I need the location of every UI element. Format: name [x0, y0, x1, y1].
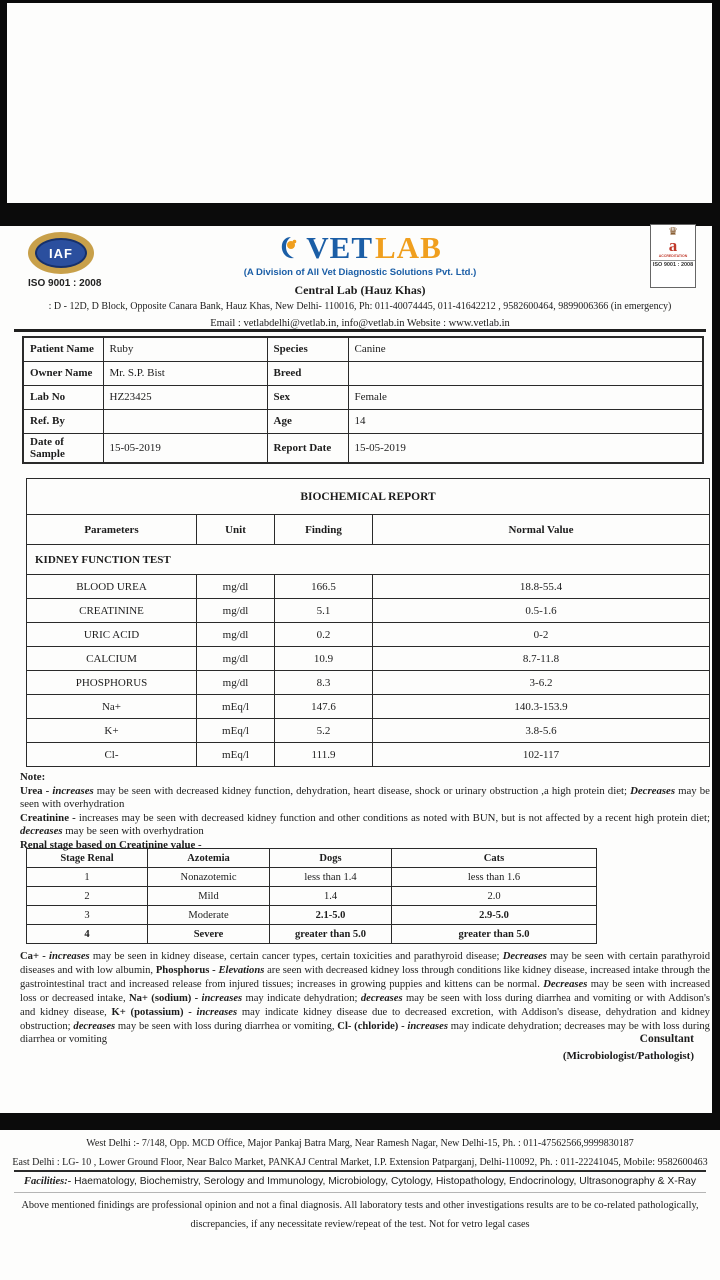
- renal-stage-table: [26, 848, 597, 944]
- unit-cell: mEq/l: [197, 743, 275, 767]
- electrolytes-note: Ca+ - increases may be seen in kidney disease, certain cancer types, certain toxicities and parathyroid disease; Decreases may be seen with certain parathyroid diseases and with low albumin, Phosphorus - Elevations are seen with decreased kidney loss through conditions like kidney disease, increased intake through the gastrointestinal tract and increased release from injured tissues; increases in growing puppies and kittens can be normal. Decreases may be seen with increased loss or decreased intake, Na+ (sodium) - increases may indicate dehydration; decreases may be seen with loss during diarrhea and vomiting or with Addison's and kidney disease, K+ (potassium) - increases may indicate kidney disease due to decreased excretion, with Addison's disease, dehydration and kidney obstruction; decreases may be seen with loss during diarrhea or vomiting, Cl- (chloride) - increases may indicate dehydration; decreases may be with loss during diarrhea or vomiting: [20, 951, 711, 1046]
- logo-text-vet: VET: [306, 230, 373, 265]
- header-divider: [14, 329, 706, 332]
- unit-cell: mg/dl: [197, 623, 275, 647]
- notes-section: [20, 771, 710, 853]
- col-header-parameters: Parameters: [27, 515, 197, 545]
- footer-facilities: [0, 1176, 720, 1187]
- lab-no-value: HZ23425: [103, 385, 267, 409]
- table-row: [27, 599, 710, 623]
- cats-cell: less than 1.6: [392, 868, 597, 887]
- crown-icon: ♛: [668, 226, 678, 238]
- report-title-row: [27, 479, 710, 515]
- param-cell: K+: [27, 719, 197, 743]
- iso-right-label: ISO 9001 : 2008: [652, 262, 694, 268]
- facilities-text: Haematology, Biochemistry, Serology and Immunology, Microbiology, Cytology, Histopathology, Endocrinology, Ultrasonography & X-Ray: [71, 1176, 697, 1187]
- param-cell: CALCIUM: [27, 647, 197, 671]
- logo-text-lab: LAB: [375, 230, 442, 265]
- iaf-logo-ring: [28, 232, 94, 274]
- unit-cell: mEq/l: [197, 695, 275, 719]
- table-row: [27, 575, 710, 599]
- owner-name-label: Owner Name: [23, 361, 103, 385]
- species-value: Canine: [348, 337, 703, 361]
- table-row: [23, 409, 703, 433]
- azotemia-cell: Severe: [148, 925, 270, 944]
- dogs-cell: 1.4: [270, 887, 392, 906]
- cats-cell: greater than 5.0: [392, 925, 597, 944]
- table-row: [27, 695, 710, 719]
- param-cell: PHOSPHORUS: [27, 671, 197, 695]
- azotemia-cell: Mild: [148, 887, 270, 906]
- table-row: [23, 337, 703, 361]
- consultant-role: (Microbiologist/Pathologist): [562, 1050, 694, 1062]
- note-label: Note:: [20, 771, 46, 783]
- finding-cell: 166.5: [275, 575, 373, 599]
- normal-cell: 3.8-5.6: [373, 719, 710, 743]
- azotemia-cell: Nonazotemic: [148, 868, 270, 887]
- renal-heading: Renal stage based on Creatinine value -: [20, 838, 202, 851]
- unit-cell: mg/dl: [197, 671, 275, 695]
- central-lab-title: Central Lab (Hauz Khas): [294, 283, 426, 297]
- col-header-finding: Finding: [275, 515, 373, 545]
- accreditation-letter: a: [668, 236, 678, 255]
- finding-cell: 5.2: [275, 719, 373, 743]
- urea-note: Urea - increases may be seen with decreased kidney function, dehydration, heart disease, shock or urinary obstruction ,a high protein diet; Decreases may be seen with overhydration: [20, 784, 710, 811]
- table-row: [27, 719, 710, 743]
- footer-west-delhi: West Delhi :- 7/148, Opp. MCD Office, Major Pankaj Batra Marg, Near Ramesh Nagar, New Delhi-15, Ph. : 011-47562566,9999830187: [86, 1138, 634, 1149]
- patient-name-label: Patient Name: [23, 337, 103, 361]
- section-title: KIDNEY FUNCTION TEST: [27, 545, 710, 575]
- table-row: [27, 868, 597, 887]
- report-date-value: 15-05-2019: [348, 433, 703, 463]
- iaf-logo-text: IAF: [35, 238, 87, 268]
- accreditation-small-text: ACCREDITATION: [658, 254, 688, 258]
- black-band-top: [0, 203, 720, 226]
- facilities-label: Facilities:-: [23, 1176, 72, 1187]
- date-of-sample-value: 15-05-2019: [103, 433, 267, 463]
- disclaimer-line-2: discrepancies, if any necessitate review/repeat of the test. Not for vetro legal cases: [190, 1219, 530, 1230]
- header-email-line: Email : vetlabdelhi@vetlab.in, info@vetlab.in Website : www.vetlab.in: [210, 318, 510, 329]
- table-row: [23, 385, 703, 409]
- param-cell: Na+: [27, 695, 197, 719]
- date-of-sample-label: Date of Sample: [23, 433, 103, 463]
- dogs-cell: greater than 5.0: [270, 925, 392, 944]
- species-label: Species: [267, 337, 348, 361]
- footer-divider-1: [14, 1170, 706, 1172]
- stage-cell: 1: [27, 868, 148, 887]
- dogs-cell: 2.1-5.0: [270, 906, 392, 925]
- vetlab-logo: [160, 230, 560, 278]
- param-cell: URIC ACID: [27, 623, 197, 647]
- finding-cell: 10.9: [275, 647, 373, 671]
- report-title: BIOCHEMICAL REPORT: [27, 479, 710, 515]
- dogs-cell: less than 1.4: [270, 868, 392, 887]
- unit-cell: mg/dl: [197, 575, 275, 599]
- col-header-dogs: Dogs: [270, 849, 392, 868]
- accreditation-logo: [650, 224, 696, 288]
- report-header-row: [27, 515, 710, 545]
- cats-cell: 2.9-5.0: [392, 906, 597, 925]
- footer-east-delhi: East Delhi : LG- 10 , Lower Ground Floor, Near Balco Market, PANKAJ Central Market, I.P. Extension Patparganj, Delhi-110092, Ph. : 011-22241045, Mobile: 9582600463: [12, 1157, 708, 1168]
- black-band-bottom: [0, 1113, 720, 1130]
- table-row: [27, 925, 597, 944]
- patient-name-value: Ruby: [103, 337, 267, 361]
- cats-cell: 2.0: [392, 887, 597, 906]
- table-row: [23, 361, 703, 385]
- sex-label: Sex: [267, 385, 348, 409]
- normal-cell: 140.3-153.9: [373, 695, 710, 719]
- finding-cell: 8.3: [275, 671, 373, 695]
- table-row: [23, 433, 703, 463]
- age-value: 14: [348, 409, 703, 433]
- normal-cell: 102-117: [373, 743, 710, 767]
- ref-by-label: Ref. By: [23, 409, 103, 433]
- iaf-logo: [28, 232, 118, 289]
- normal-cell: 8.7-11.8: [373, 647, 710, 671]
- col-header-azotemia: Azotemia: [148, 849, 270, 868]
- breed-value: [348, 361, 703, 385]
- param-cell: BLOOD UREA: [27, 575, 197, 599]
- breed-label: Breed: [267, 361, 348, 385]
- photo-edge-top: [0, 0, 720, 3]
- section-row: [27, 545, 710, 575]
- col-header-stage-renal: Stage Renal: [27, 849, 148, 868]
- age-label: Age: [267, 409, 348, 433]
- table-row: [27, 906, 597, 925]
- sex-value: Female: [348, 385, 703, 409]
- signature-block: [563, 1033, 694, 1062]
- footer-divider-2: [14, 1192, 706, 1193]
- unit-cell: mg/dl: [197, 599, 275, 623]
- biochemical-report-table: [26, 478, 710, 767]
- report-date-label: Report Date: [267, 433, 348, 463]
- disclaimer-line-1: Above mentioned finidings are professional opinion and not a final diagnosis. All laboratory tests and other investigations results are to be co-related pathologically,: [21, 1200, 699, 1211]
- normal-cell: 0.5-1.6: [373, 599, 710, 623]
- table-row: [27, 623, 710, 647]
- header-address: : D - 12D, D Block, Opposite Canara Bank, Hauz Khas, New Delhi- 110016, Ph: 011-40074445, 011-41642212 , 9582600464, 9899006366 (in emergency): [48, 301, 672, 312]
- unit-cell: mg/dl: [197, 647, 275, 671]
- finding-cell: 111.9: [275, 743, 373, 767]
- stage-cell: 4: [27, 925, 148, 944]
- normal-cell: 0-2: [373, 623, 710, 647]
- table-row: [27, 647, 710, 671]
- normal-cell: 18.8-55.4: [373, 575, 710, 599]
- creatinine-note: Creatinine - increases may be seen with decreased kidney function and other conditions as noted with BUN, but is not affected by a recent high protein diet; decreases may be seen with overhydration: [20, 811, 710, 838]
- param-cell: Cl-: [27, 743, 197, 767]
- col-header-unit: Unit: [197, 515, 275, 545]
- azotemia-cell: Moderate: [148, 906, 270, 925]
- owner-name-value: Mr. S.P. Bist: [103, 361, 267, 385]
- table-row: [27, 887, 597, 906]
- col-header-normal-value: Normal Value: [373, 515, 710, 545]
- stage-cell: 3: [27, 906, 148, 925]
- finding-cell: 0.2: [275, 623, 373, 647]
- stage-cell: 2: [27, 887, 148, 906]
- ref-by-value: [103, 409, 267, 433]
- table-row: [27, 743, 710, 767]
- normal-cell: 3-6.2: [373, 671, 710, 695]
- lab-no-label: Lab No: [23, 385, 103, 409]
- renal-header-row: [27, 849, 597, 868]
- photo-edge-right: [712, 0, 720, 1130]
- consultant-label: Consultant: [639, 1033, 694, 1045]
- division-line: (A Division of All Vet Diagnostic Solutions Pvt. Ltd.): [243, 267, 477, 278]
- finding-cell: 147.6: [275, 695, 373, 719]
- patient-info-table: [22, 336, 704, 464]
- vetlab-swoosh-icon: [278, 235, 304, 261]
- col-header-cats: Cats: [392, 849, 597, 868]
- iso-left-label: ISO 9001 : 2008: [28, 278, 102, 289]
- finding-cell: 5.1: [275, 599, 373, 623]
- table-row: [27, 671, 710, 695]
- photo-edge-left: [0, 0, 7, 225]
- param-cell: CREATININE: [27, 599, 197, 623]
- unit-cell: mEq/l: [197, 719, 275, 743]
